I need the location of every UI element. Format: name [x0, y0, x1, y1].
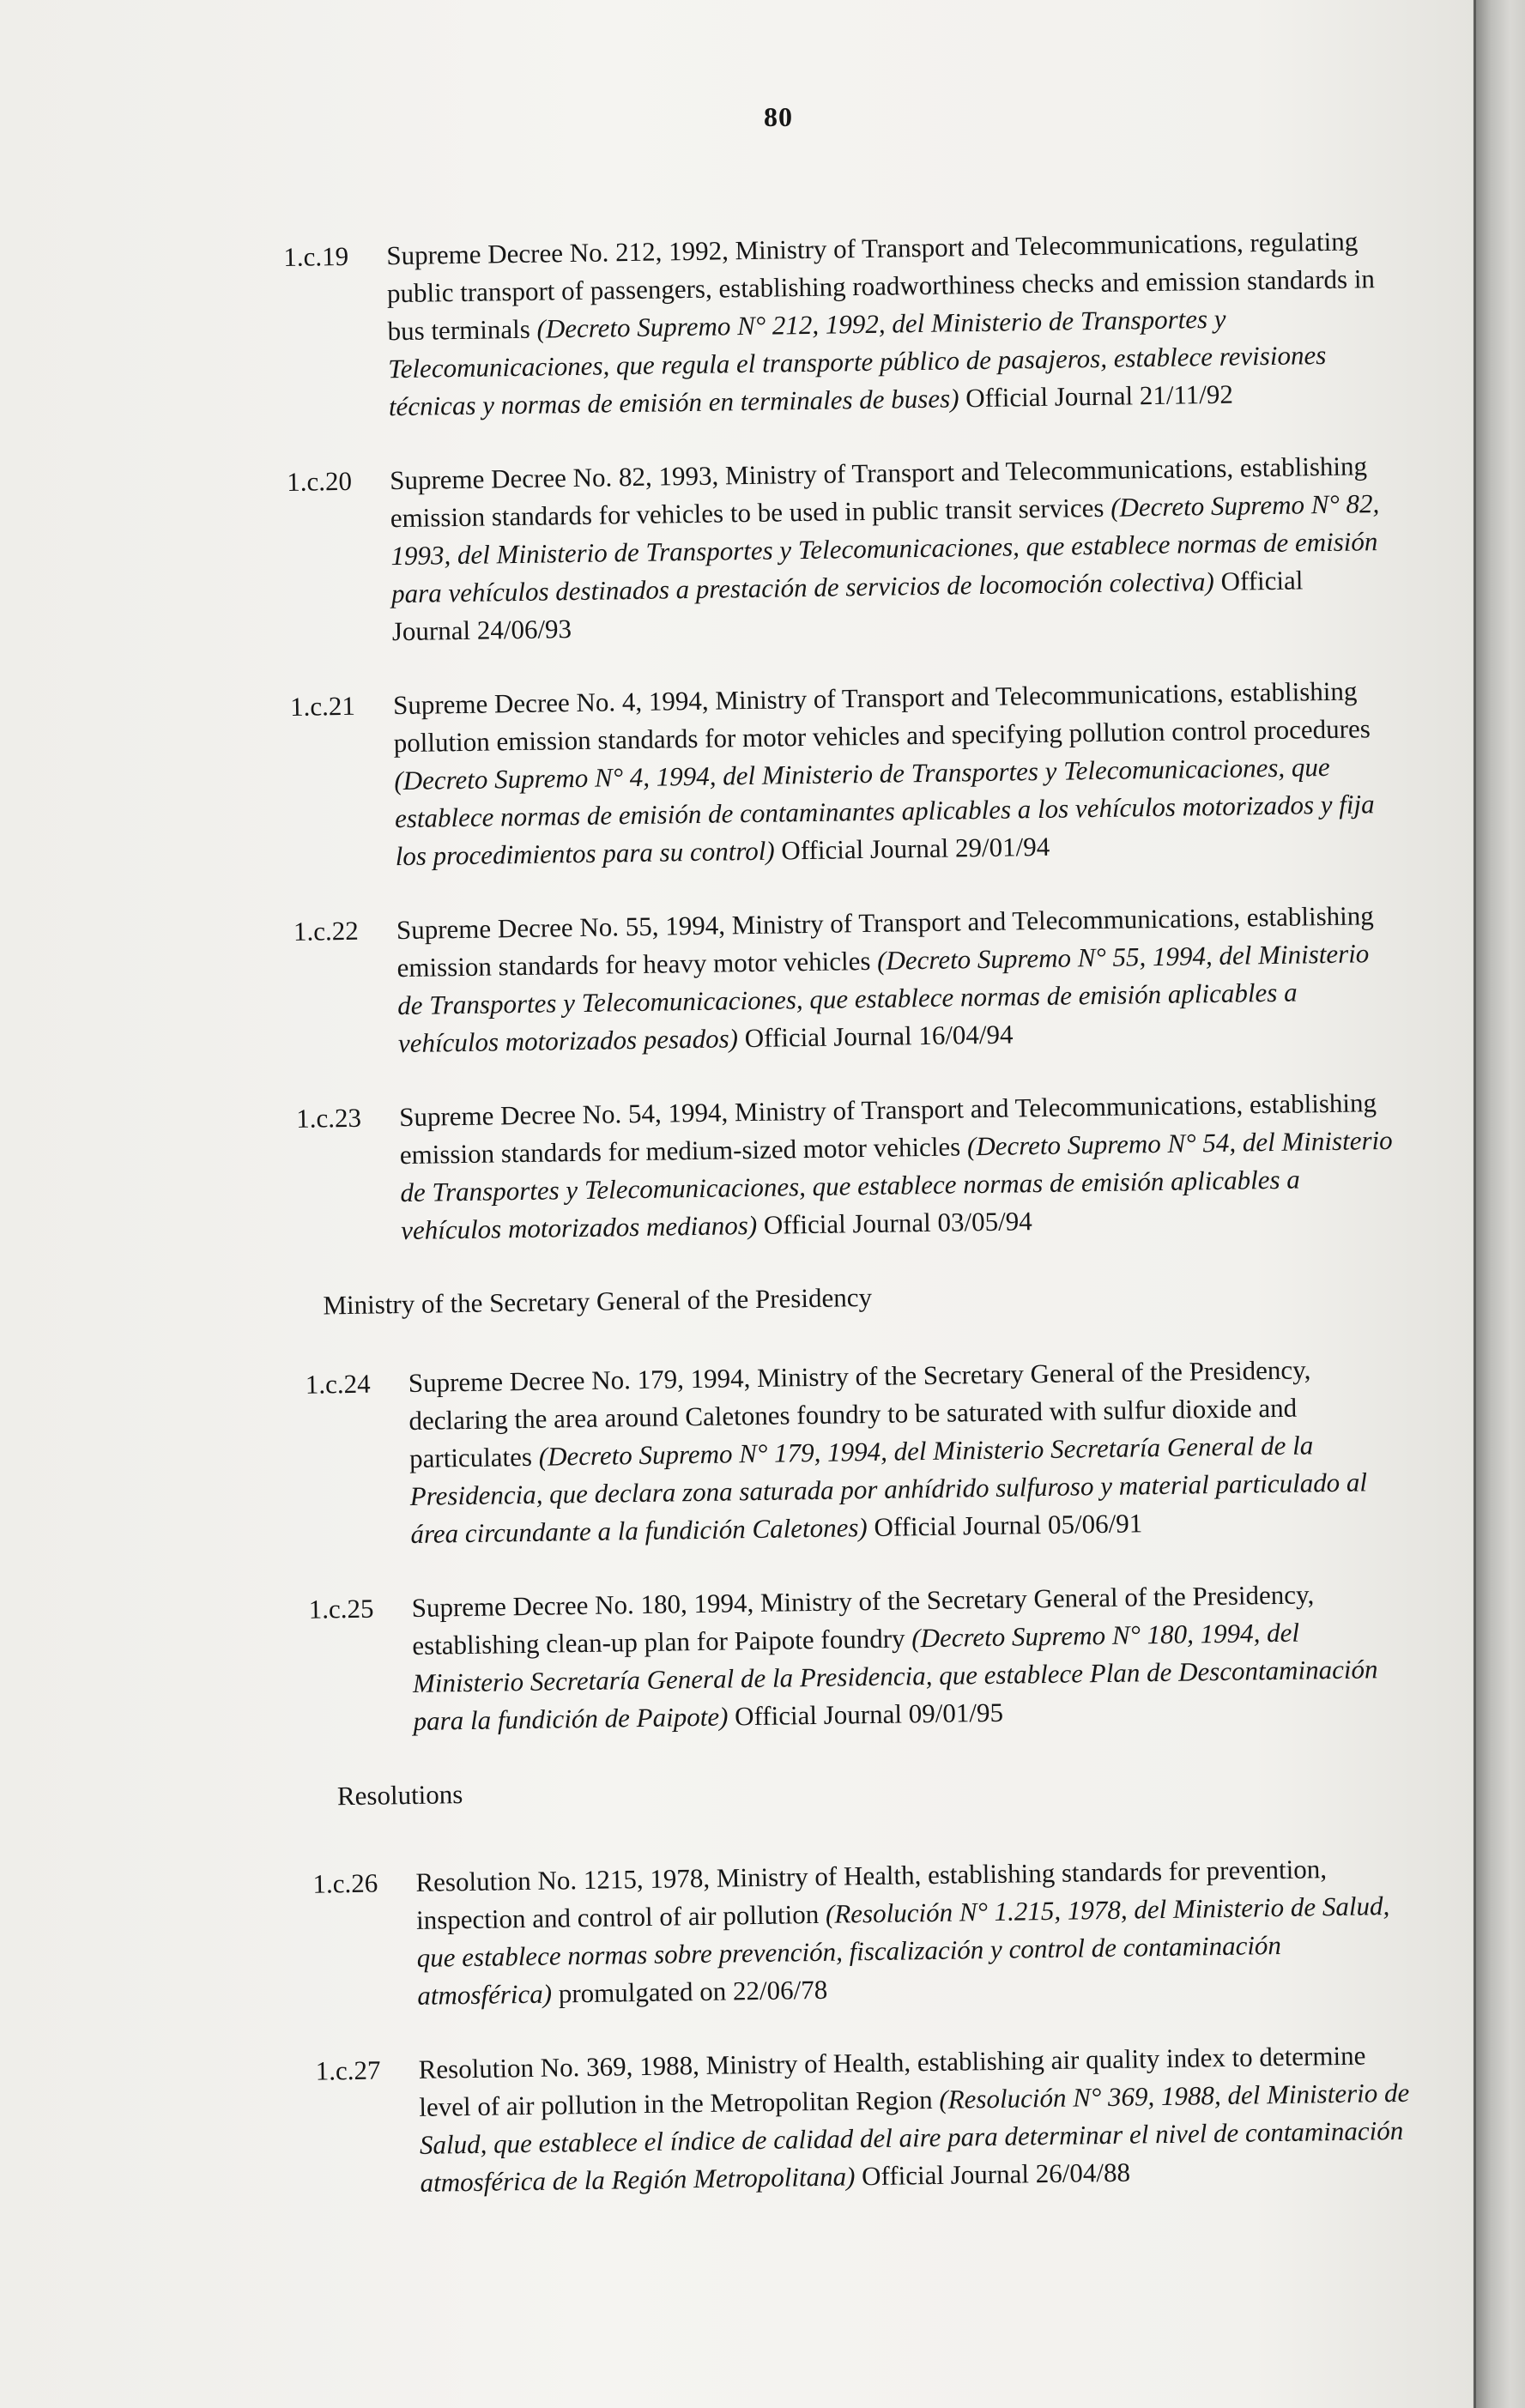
entry-spanish-title: (Decreto Supremo N° 179, 1994, del Ministerio Secretaría General de la Presidencia, que declara zona saturada por anhídrido sulfuroso y material particulado al área circundante a la fundición Caletones)	[409, 1430, 1368, 1549]
entry-publication: Official Journal 29/01/94	[781, 831, 1050, 866]
entry-spanish-title: (Decreto Supremo N° 55, 1994, del Ministerio de Transportes y Telecomunicaciones, que establece normas de emisión aplicables a vehículos motorizados pesados)	[397, 938, 1370, 1059]
list-item	[307, 1848, 1433, 2016]
entry-text	[393, 672, 1391, 875]
document-body	[283, 222, 1437, 2240]
entry-english-title: Supreme Decree No. 4, 1994, Ministry of Transport and Telecommunications, establishing pollution emission standards for motor vehicles and specifying pollution control procedures	[392, 675, 1371, 759]
entry-publication: Official Journal 05/06/91	[874, 1508, 1143, 1542]
entry-text	[415, 1849, 1413, 2015]
entry-publication: Official Journal 09/01/95	[734, 1697, 1004, 1732]
entry-publication: Official Journal 16/04/94	[744, 1019, 1014, 1054]
entry-spanish-title: (Decreto Supremo N° 82, 1993, del Ministerio de Transportes y Telecomunicaciones, que establece normas de emisión para vehículos destinados a prestación de servicios de locomoción colectiva)	[390, 488, 1380, 609]
entry-text	[386, 222, 1384, 426]
entry-number: 1.c.22	[293, 915, 359, 947]
entry-text	[418, 2036, 1415, 2202]
entry-number: 1.c.20	[286, 465, 353, 497]
entry-spanish-title: (Decreto Supremo N° 54, del Ministerio de Transportes y Telecomunicaciones, que establece normas de emisión aplicables a vehículos motorizados medianos)	[400, 1124, 1393, 1246]
list-item	[294, 896, 1419, 1063]
entry-number: 1.c.23	[295, 1102, 362, 1134]
list-item	[290, 672, 1417, 877]
entry-number: 1.c.25	[308, 1593, 374, 1624]
entry-english-title: Resolution No. 1215, 1978, Ministry of Health, establishing standards for prevention, inspection and control of air pollution	[415, 1854, 1328, 1935]
list-item	[287, 447, 1413, 652]
entry-spanish-title: (Resolución N° 369, 1988, del Ministerio de Salud, que establece el índice de calidad del aire para determinar el nivel de contaminación atmosférica de la Región Metropolitana)	[419, 2077, 1410, 2198]
entry-publication: Official Journal 21/11/92	[965, 378, 1234, 414]
entry-text	[399, 1084, 1396, 1249]
entry-spanish-title: (Decreto Supremo N° 180, 1994, del Ministerio Secretaría General de la Presidencia, que establece Plan de Descontaminación para la fundición de Paipote)	[412, 1617, 1378, 1736]
section-heading: Resolutions	[336, 1779, 463, 1812]
entry-number: 1.c.24	[305, 1368, 371, 1400]
list-item	[296, 1083, 1422, 1250]
entry-text	[396, 897, 1394, 1062]
entry-text	[408, 1350, 1406, 1553]
entry-spanish-title: (Decreto Supremo N° 212, 1992, del Ministerio de Transportes y Telecomunicaciones, que regula el transporte público de pasajeros, establece revisiones técnicas y normas de emisión en terminales de buses)	[388, 303, 1327, 422]
entry-english-title: Supreme Decree No. 212, 1992, Ministry of Transport and Telecommunications, regulating public transport of passengers, establishing roadworthiness checks and emission standards in bus terminals	[386, 226, 1376, 347]
entry-number: 1.c.26	[312, 1867, 378, 1899]
entry-spanish-title: (Resolución N° 1.215, 1978, del Ministerio de Salud, que establece normas sobre prevención, fiscalización y control de contaminación atmosférica)	[416, 1891, 1390, 2011]
entry-english-title: Supreme Decree No. 55, 1994, Ministry of Transport and Telecommunications, establishing emission standards for heavy motor vehicles	[396, 900, 1375, 983]
list-item	[310, 2036, 1436, 2203]
entry-english-title: Supreme Decree No. 54, 1994, Ministry of Transport and Telecommunications, establishing emission standards for medium-sized motor vehicles	[398, 1087, 1377, 1171]
entry-publication: Official Journal 24/06/93	[391, 565, 1304, 647]
entry-text	[411, 1575, 1408, 1740]
entry-number: 1.c.21	[289, 690, 356, 722]
entry-english-title: Supreme Decree No. 179, 1994, Ministry of the Secretary General of the Presidency, declaring the area around Caletones foundry to be saturated with sulfur dioxide and particulates	[408, 1354, 1311, 1473]
entry-english-title: Supreme Decree No. 180, 1994, Ministry of the Secretary General of the Presidency, establishing clean-up plan for Paipote foundry	[411, 1579, 1315, 1661]
list-item	[283, 222, 1410, 427]
entry-spanish-title: (Decreto Supremo N° 4, 1994, del Ministerio de Transportes y Telecomunicaciones, que establece normas de emisión de contaminantes aplicables a los vehículos motorizados y fija los procedimientos para su control)	[394, 751, 1375, 872]
list-item	[303, 1574, 1429, 1741]
entry-english-title: Supreme Decree No. 82, 1993, Ministry of Transport and Telecommunications, establishing emission standards for vehicles to be used in public transit services	[389, 451, 1368, 534]
entry-publication: promulgated on 22/06/78	[558, 1974, 828, 2009]
entry-number: 1.c.27	[315, 2054, 381, 2086]
entry-text	[390, 447, 1388, 650]
entry-publication: Official Journal 26/04/88	[861, 2157, 1131, 2192]
section-heading: Ministry of the Secretary General of the Presidency	[323, 1281, 873, 1321]
book-binding	[1474, 0, 1525, 2408]
page-number: 80	[764, 101, 793, 132]
entry-number: 1.c.19	[283, 240, 349, 272]
entry-english-title: Resolution No. 369, 1988, Ministry of Health, establishing air quality index to determine level of air pollution in the Metropolitan Region	[418, 2040, 1366, 2122]
list-item	[300, 1349, 1426, 1554]
entry-publication: Official Journal 03/05/94	[763, 1206, 1032, 1240]
